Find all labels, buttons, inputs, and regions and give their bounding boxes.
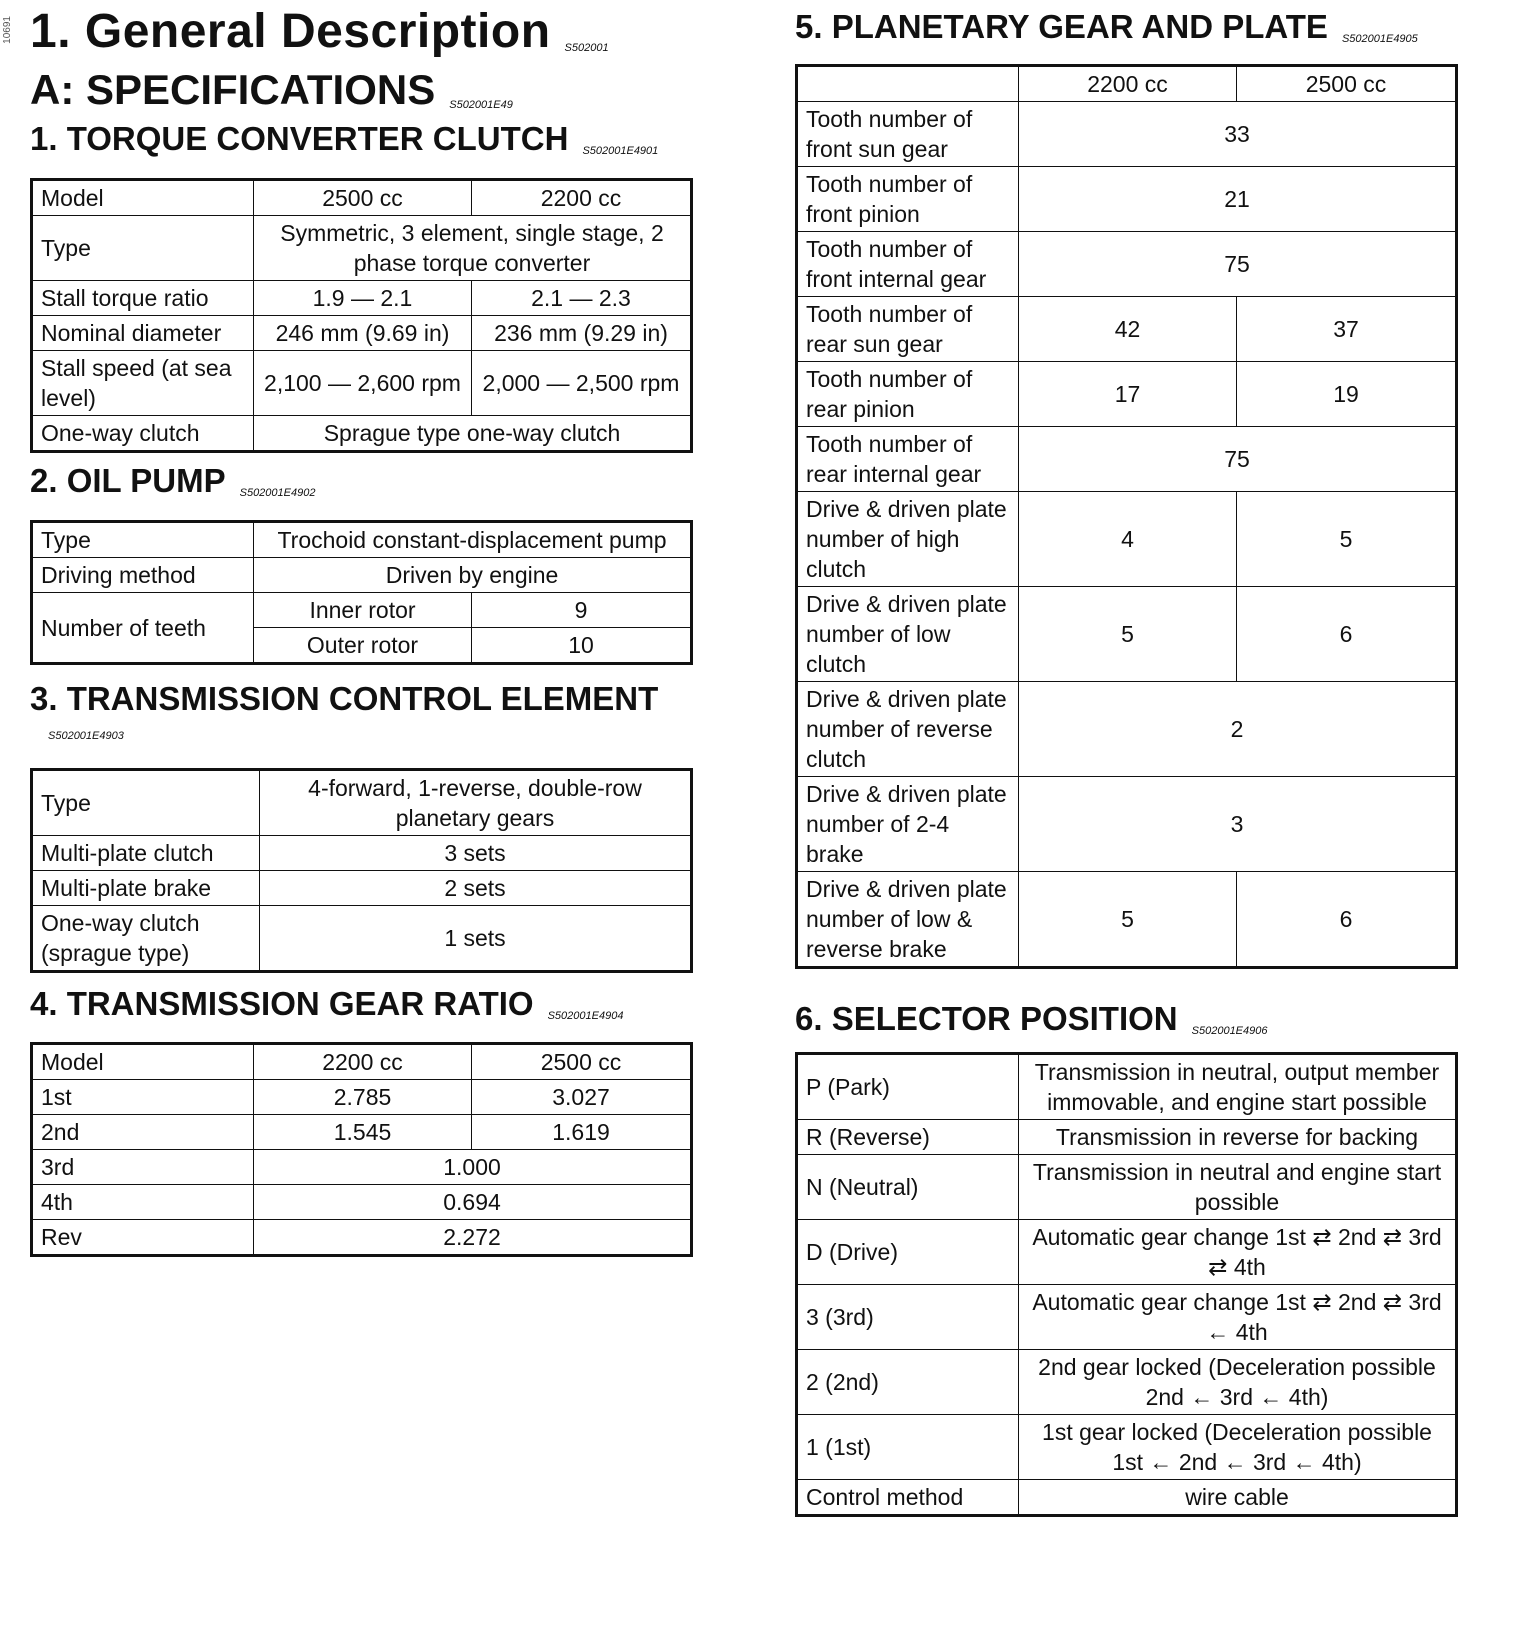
s6-code: S502001E4906 [1191,1025,1268,1037]
table-row [797,1155,1457,1220]
cell: 2,000 — 2,500 rpm [472,351,692,416]
cell: 2200 cc [254,1044,472,1080]
table-row [32,558,692,593]
cell: 10 [472,628,692,664]
cell: Transmission in neutral, output member immovable, and engine start possible [1019,1054,1457,1120]
cell: Model [32,1044,254,1080]
table-row [797,297,1457,362]
cell: Tooth number of rear pinion [797,362,1019,427]
torque-converter-table [30,178,693,453]
cell: 2500 cc [472,1044,692,1080]
table-row [797,232,1457,297]
cell: Trochoid constant-displacement pump [254,522,692,558]
cell: 37 [1237,297,1457,362]
cell: 6 [1237,872,1457,968]
cell: 21 [1019,167,1457,232]
cell: Drive & driven plate number of 2-4 brake [797,777,1019,872]
s3-title: 3. TRANSMISSION CONTROL ELEMENT [30,680,659,717]
cell: Tooth number of front internal gear [797,232,1019,297]
cell: Drive & driven plate number of high clutch [797,492,1019,587]
table-row [32,836,692,871]
cell: Inner rotor [254,593,472,628]
cell: Tooth number of front pinion [797,167,1019,232]
cell: 2,100 — 2,600 rpm [254,351,472,416]
cell: 3 sets [260,836,692,871]
cell: One-way clutch (sprague type) [32,906,260,972]
cell: Automatic gear change 1st ⇄ 2nd ⇄ 3rd ⇄ 4th [1019,1220,1457,1285]
cell: 2500 cc [254,180,472,216]
table-row [32,1220,692,1256]
cell: 2.785 [254,1080,472,1115]
cell: 2nd gear locked (Deceleration possible 2nd ← 3rd ← 4th) [1019,1350,1457,1415]
table-row [32,180,692,216]
cell: 9 [472,593,692,628]
table-row [797,427,1457,492]
table-row [797,362,1457,427]
cell: Drive & driven plate number of low clutch [797,587,1019,682]
cell: 1st [32,1080,254,1115]
table-row [797,1054,1457,1120]
cell: 246 mm (9.69 in) [254,316,472,351]
cell: 4 [1019,492,1237,587]
gear-ratio-table [30,1042,693,1257]
table-row [32,416,692,452]
cell: 75 [1019,427,1457,492]
cell: Stall torque ratio [32,281,254,316]
cell: Transmission in neutral and engine start possible [1019,1155,1457,1220]
table-row [32,1044,692,1080]
cell: Drive & driven plate number of low & reverse brake [797,872,1019,968]
cell: Transmission in reverse for backing [1019,1120,1457,1155]
cell: One-way clutch [32,416,254,452]
cell: 42 [1019,297,1237,362]
table-row [32,871,692,906]
cell: 5 [1019,872,1237,968]
cell: 19 [1237,362,1457,427]
cell: 236 mm (9.29 in) [472,316,692,351]
cell: 1.000 [254,1150,692,1185]
table-row [797,102,1457,167]
cell: wire cable [1019,1480,1457,1516]
table-row [32,1185,692,1220]
table-row [32,1150,692,1185]
cell: Multi-plate clutch [32,836,260,871]
planetary-gear-table [795,64,1458,969]
cell: 75 [1019,232,1457,297]
cell: 1.9 — 2.1 [254,281,472,316]
cell: Drive & driven plate number of reverse clutch [797,682,1019,777]
cell: Driving method [32,558,254,593]
table-row [797,167,1457,232]
cell: 4-forward, 1-reverse, double-row planetary gears [260,770,692,836]
table-row [32,770,692,836]
cell: 5 [1237,492,1457,587]
cell: 1.619 [472,1115,692,1150]
cell: P (Park) [797,1054,1019,1120]
cell: 3 (3rd) [797,1285,1019,1350]
cell: 2 (2nd) [797,1350,1019,1415]
table-row [32,522,692,558]
s1-code: S502001E4901 [582,145,659,157]
table-row [797,1480,1457,1516]
cell: R (Reverse) [797,1120,1019,1155]
cell: 3 [1019,777,1457,872]
s6-title: 6. SELECTOR POSITION S502001E4906 [795,1000,1268,1037]
page-title: 1. General Description S502001 [30,5,609,58]
cell: Tooth number of front sun gear [797,102,1019,167]
s1-title: 1. TORQUE CONVERTER CLUTCH S502001E4901 [30,120,659,157]
cell: 2.1 — 2.3 [472,281,692,316]
cell: D (Drive) [797,1220,1019,1285]
table-row [797,1285,1457,1350]
cell: 2nd [32,1115,254,1150]
cell: 1.545 [254,1115,472,1150]
cell: 2200 cc [472,180,692,216]
table-row [797,1415,1457,1480]
cell [797,66,1019,102]
cell: Control method [797,1480,1019,1516]
s4-title: 4. TRANSMISSION GEAR RATIO S502001E4904 [30,985,624,1022]
cell: Tooth number of rear sun gear [797,297,1019,362]
cell: 2 [1019,682,1457,777]
table-row [797,682,1457,777]
s3-code: S502001E4903 [48,730,124,742]
cell: 2.272 [254,1220,692,1256]
cell: 0.694 [254,1185,692,1220]
cell: Stall speed (at sea level) [32,351,254,416]
table-row [32,1115,692,1150]
table-row [797,66,1457,102]
cell: Type [32,770,260,836]
table-row [32,281,692,316]
cell: 1 sets [260,906,692,972]
cell: Model [32,180,254,216]
cell: 17 [1019,362,1237,427]
table-row [32,351,692,416]
table-row [797,777,1457,872]
cell: 6 [1237,587,1457,682]
cell: 4th [32,1185,254,1220]
cell: 2500 cc [1237,66,1457,102]
cell: Outer rotor [254,628,472,664]
cell: Multi-plate brake [32,871,260,906]
cell: 2200 cc [1019,66,1237,102]
table-row [797,872,1457,968]
cell: Type [32,522,254,558]
table-row [797,587,1457,682]
oil-pump-table [30,520,693,665]
s2-code: S502001E4902 [239,487,316,499]
cell: 3.027 [472,1080,692,1115]
s5-code: S502001E4905 [1341,33,1418,45]
cell: 1st gear locked (Deceleration possible 1st ← 2nd ← 3rd ← 4th) [1019,1415,1457,1480]
cell: 1 (1st) [797,1415,1019,1480]
side-code: 10691 [2,16,13,44]
table-row [797,492,1457,587]
cell: Type [32,216,254,281]
cell: 5 [1019,587,1237,682]
cell: Rev [32,1220,254,1256]
cell: 2 sets [260,871,692,906]
cell: Driven by engine [254,558,692,593]
cell: Automatic gear change 1st ⇄ 2nd ⇄ 3rd ← 4th [1019,1285,1457,1350]
selector-position-table [795,1052,1458,1517]
table-row [32,216,692,281]
table-row [797,1220,1457,1285]
spec-code: S502001E49 [449,99,513,111]
cell: Sprague type one-way clutch [254,416,692,452]
cell: 33 [1019,102,1457,167]
cell: Tooth number of rear internal gear [797,427,1019,492]
s4-code: S502001E4904 [547,1010,624,1022]
s5-title: 5. PLANETARY GEAR AND PLATE S502001E4905 [795,8,1418,45]
page-title-code: S502001 [564,42,609,54]
table-row [32,316,692,351]
table-row [32,593,692,628]
table-row [32,906,692,972]
cell: Nominal diameter [32,316,254,351]
cell: 3rd [32,1150,254,1185]
control-element-table [30,768,693,973]
s2-title: 2. OIL PUMP S502001E4902 [30,462,316,499]
table-row [797,1120,1457,1155]
cell: Number of teeth [32,593,254,664]
table-row [797,1350,1457,1415]
cell: N (Neutral) [797,1155,1019,1220]
spec-title: A: SPECIFICATIONS S502001E49 [30,66,513,113]
cell: Symmetric, 3 element, single stage, 2 phase torque converter [254,216,692,281]
table-row [32,1080,692,1115]
